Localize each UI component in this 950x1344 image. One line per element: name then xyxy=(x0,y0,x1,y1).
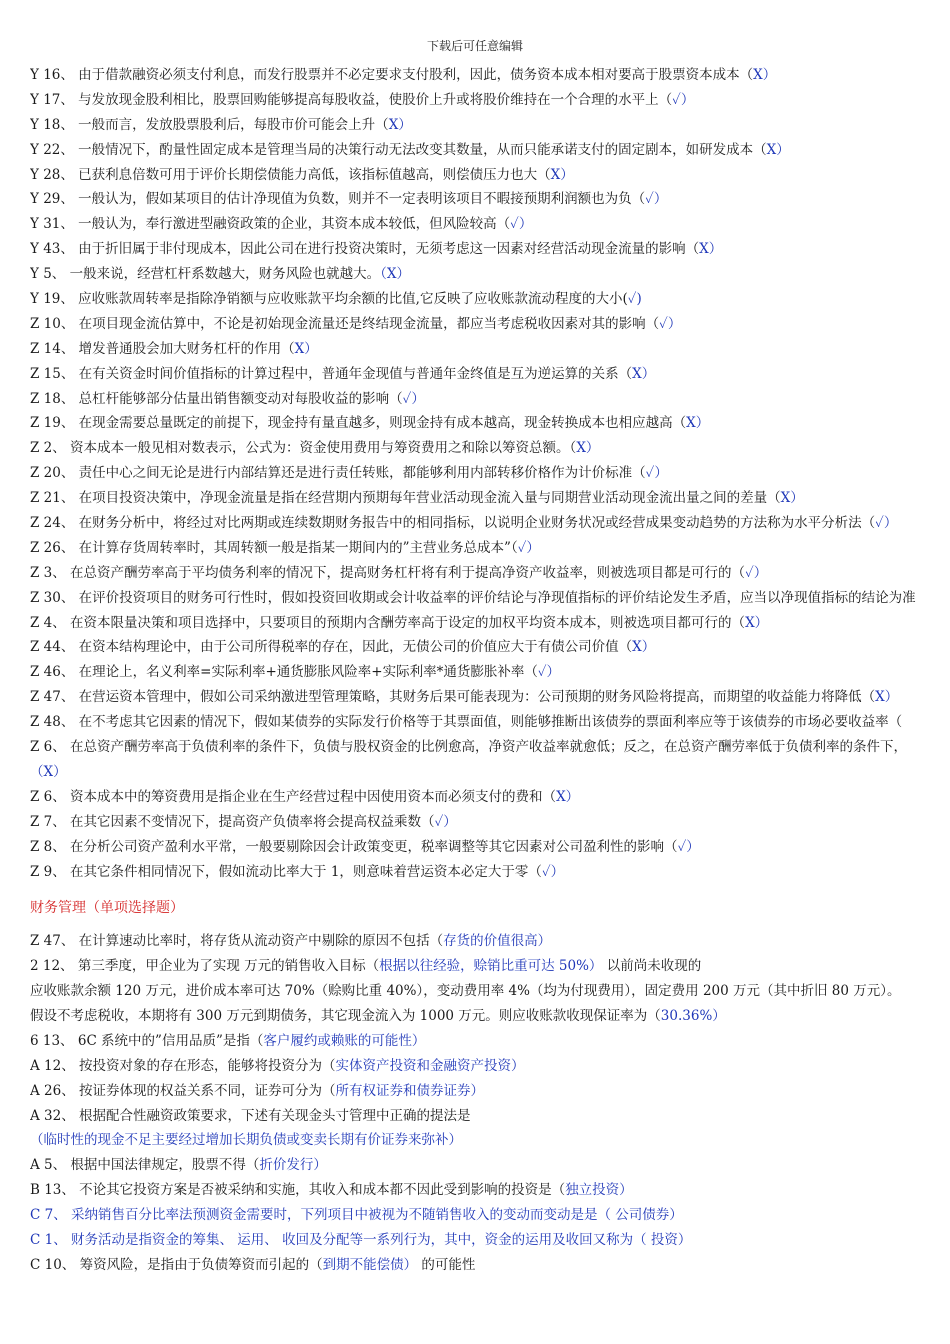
question-text: Z 24、 在财务分析中，将经过对比两期或连续数期财务报告中的相同指标，以说明企业财务状况或经营成果变动趋势的方法称为水平分析法（ xyxy=(30,515,876,532)
question-text: Y 29、 一般认为，假如某项目的估计净现值为负数，则并不一定表明该项目不暇接预期利润额也为负（ xyxy=(30,191,646,208)
answer-text: X） xyxy=(699,241,723,258)
question-text: 应收账款余额 120 万元，进价成本率可达 70%（赊购比重 40%），变动费用率 4%（均为付现费用），固定费用 200 万元（其中折旧 80 万元）。 xyxy=(30,983,901,1000)
answer-text: 根据以往经验，赊销比重可达 50%） xyxy=(379,958,603,975)
question-text: Z 46、 在理论上，名义利率=实际利率+通货膨胀风险率+实际利率*通货膨胀补率（ xyxy=(30,664,538,681)
single-choice-item xyxy=(30,929,950,954)
answer-text: C 7、 采纳销售百分比率法预测资金需要时，下列项目中被视为不随销售收入的变动而变动是是（ 公司债券） xyxy=(30,1207,683,1224)
answer-text: 客户履约或赖账的可能性） xyxy=(263,1032,426,1049)
answer-text: ✓） xyxy=(745,564,768,581)
question-text: Z 10、 在项目现金流估算中，不论是初始现金流量还是终结现金流量，都应当考虑税收因素对其的影响（ xyxy=(30,315,660,332)
true-false-item xyxy=(30,660,950,685)
answer-text: （X） xyxy=(30,763,67,780)
answer-text: C 1、 财务活动是指资金的筹集、 运用、 收回及分配等一系列行为，其中，资金的运用及收回又称为（ 投资） xyxy=(30,1231,692,1248)
question-text: Z 19、 在现金需要总量既定的前提下，现金持有量直越多，则现金持有成本越高，现金转换成本也相应越高（ xyxy=(30,415,687,432)
answer-text: ✓) xyxy=(627,291,642,308)
question-text: A 12、 按投资对象的存在形态，能够将投资分为（ xyxy=(30,1057,336,1074)
question-text: Y 28、 已获利息倍数可用于评价长期偿债能力高低，该指标值越高，则偿债压力也大（ xyxy=(30,166,551,183)
question-text: Y 18、 一般而言，发放股票股利后，每股市价可能会上升（ xyxy=(30,116,389,133)
answer-text: ✓） xyxy=(402,390,425,407)
true-false-item xyxy=(30,163,950,188)
question-text: 6 13、 6C 系统中的”信用品质”是指（ xyxy=(30,1032,264,1049)
answer-text: 折价发行） xyxy=(259,1157,327,1174)
answer-text: X） xyxy=(686,415,710,432)
question-text: Z 6、 资本成本中的筹资费用是指企业在生产经营过程中因使用资本而必须支付的费和（ xyxy=(30,788,557,805)
answer-text: X） xyxy=(745,614,769,631)
question-text: Y 5、 一般来说，经营杠杆系数越大，财务风险也就越大。 xyxy=(30,266,381,283)
true-false-item xyxy=(30,860,950,885)
question-text: 假设不考虑税收，本期将有 300 万元到期债务，其它现金流入为 1000 万元。则应收账款收现保证率为（ xyxy=(30,1007,661,1024)
single-choice-item xyxy=(30,1104,950,1129)
answer-text: X） xyxy=(294,340,318,357)
true-false-item xyxy=(30,785,950,810)
question-text: Z 7、 在其它因素不变情况下，提高资产负债率将会提高权益乘数（ xyxy=(30,813,435,830)
page-header: 下载后可任意编辑 xyxy=(426,39,523,53)
question-text: 2 12、 第三季度，甲企业为了实现 万元的销售收入目标（ xyxy=(30,958,380,975)
question-text: Z 47、 在营运资本管理中，假如公司采纳激进型管理策略，其财务后果可能表现为：公司预期的财务风险将提高，而期望的收益能力将降低（ xyxy=(30,689,876,706)
true-false-item xyxy=(30,262,950,287)
question-text: Z 47、 在计算速动比率时，将存货从流动资产中剔除的原因不包括（ xyxy=(30,933,444,950)
answer-text: 到期不能偿债） xyxy=(322,1256,418,1273)
true-false-item xyxy=(30,810,950,835)
answer-text: ✓） xyxy=(645,191,668,208)
question-text: Y 19、 应收账款周转率是指除净销额与应收账款平均余额的比值,它反映了应收账款流动程度的大小( xyxy=(30,291,628,308)
question-text: Z 21、 在项目投资决策中，净现金流量是指在经营期内预期每年营业活动现金流入量与同期营业活动现金流出量之间的差量（ xyxy=(30,490,781,507)
answer-text: X） xyxy=(388,116,412,133)
answer-text: X） xyxy=(550,166,574,183)
true-false-item xyxy=(30,461,950,486)
answer-text: ✓） xyxy=(672,91,695,108)
question-text: Z 4、 在资本限量决策和项目选择中，只要项目的预期内含酬劳率高于设定的加权平均资本成本，则被选项目都可行的（ xyxy=(30,614,746,631)
true-false-item xyxy=(30,287,950,312)
answer-text: 所有权证券和债券证券） xyxy=(335,1082,485,1099)
answer-text: ✓） xyxy=(517,539,540,556)
true-false-item xyxy=(30,337,950,362)
question-text: B 13、 不论其它投资方案是否被采纳和实施，其收入和成本都不因此受到影响的投资是（ xyxy=(30,1182,566,1199)
true-false-item xyxy=(30,138,950,163)
question-text: Z 6、 在总资产酬劳率高于负债利率的条件下，负债与股权资金的比例愈高，净资产收益率就愈低；反之，在总资产酬劳率低于负债利率的条件下， xyxy=(30,739,908,756)
single-choice-item xyxy=(30,1153,950,1178)
section-title: 财务管理（单项选择题） xyxy=(30,900,184,917)
single-choice-item xyxy=(30,1004,950,1029)
question-tail-text: 的可能性 xyxy=(417,1256,476,1273)
question-text: Y 22、 一般情况下，酌量性固定成本是管理当局的决策行动无法改变其数量，从而只能承诺支付的固定剧本，如研发成本（ xyxy=(30,141,767,158)
answer-text: ✓） xyxy=(537,664,561,681)
true-false-item xyxy=(30,187,950,212)
question-text: Z 9、 在其它条件相同情况下，假如流动比率大于 1，则意味着营运资本必定大于零（ xyxy=(30,863,542,880)
answer-text: ✓） xyxy=(541,863,565,880)
true-false-item xyxy=(30,685,950,710)
question-text: Z 15、 在有关资金时间价值指标的计算过程中，普通年金现值与普通年金终值是互为逆运算的关系（ xyxy=(30,365,633,382)
single-choice-item xyxy=(30,979,950,1004)
question-text: A 26、 按证券体现的权益关系不同，证券可分为（ xyxy=(30,1082,336,1099)
true-false-item xyxy=(30,611,950,636)
true-false-item xyxy=(30,362,950,387)
answer-text: ✓） xyxy=(510,216,533,233)
true-false-item xyxy=(30,212,950,237)
true-false-item xyxy=(30,835,950,860)
true-false-item xyxy=(30,411,950,436)
question-text: Z 14、 增发普通股会加大财务杠杆的作用（ xyxy=(30,340,295,357)
true-false-item xyxy=(30,586,950,611)
true-false-item xyxy=(30,561,950,586)
true-false-item xyxy=(30,237,950,262)
question-text: Z 48、 在不考虑其它因素的情况下，假如某债券的实际发行价格等于其票面值，则能够推断出该债券的票面利率应等于该债券的市场必要收益率（ xyxy=(30,714,903,731)
true-false-item xyxy=(30,436,950,461)
question-text: Z 26、 在计算存货周转率时，其周转额一般是指某一期间内的”主营业务总成本”（ xyxy=(30,539,518,556)
single-choice-item xyxy=(30,1228,950,1253)
answer-text: X） xyxy=(875,689,899,706)
answer-text: （临时性的现金不足主要经过增加长期负债或变卖长期有价证券来弥补） xyxy=(30,1132,462,1149)
answer-text: X） xyxy=(766,141,790,158)
answer-text: ✓） xyxy=(875,515,898,532)
answer-text: ✓） xyxy=(645,465,668,482)
question-text: A 32、 根据配合性融资政策要求，下述有关现金头寸管理中正确的提法是 xyxy=(30,1107,471,1124)
true-false-item xyxy=(30,387,950,412)
answer-text: X） xyxy=(632,365,656,382)
question-text: Y 17、 与发放现金股利相比，股票回购能够提高每股收益，使股价上升或将股价维持在一个合理的水平上（ xyxy=(30,91,673,108)
document-body xyxy=(30,63,950,1278)
question-text: Y 43、 由于折旧属于非付现成本，因此公司在进行投资决策时，无须考虑这一因素对经营活动现金流量的影响（ xyxy=(30,241,700,258)
answer-text: ✓） xyxy=(434,813,457,830)
question-text: A 5、 根据中国法律规定，股票不得（ xyxy=(30,1157,260,1174)
answer-text: 独立投资） xyxy=(565,1182,633,1199)
answer-text: ✓） xyxy=(677,838,700,855)
true-false-question-list xyxy=(30,63,950,884)
question-text: Y 16、 由于借款融资必须支付利息，而发行股票并不必定要求支付股利，因此，债务资本成本相对要高于股票资本成本（ xyxy=(30,67,754,83)
question-text: Z 2、 资本成本一般见相对数表示，公式为：资金使用费用与筹资费用之和除以筹资总额。（ xyxy=(30,440,577,457)
single-choice-item xyxy=(30,1054,950,1079)
true-false-item xyxy=(30,735,950,760)
single-choice-question-list xyxy=(30,929,950,1277)
true-false-item xyxy=(30,312,950,337)
true-false-item xyxy=(30,113,950,138)
answer-text: X） xyxy=(576,440,600,457)
true-false-item xyxy=(30,760,950,785)
question-text: Z 3、 在总资产酬劳率高于平均债务利率的情况下，提高财务杠杆将有利于提高净资产收益率，则被选项目都是可行的（ xyxy=(30,564,746,581)
true-false-item xyxy=(30,486,950,511)
answer-text: X） xyxy=(753,67,777,83)
answer-text: 存货的价值很高） xyxy=(443,933,552,950)
single-choice-item xyxy=(30,1178,950,1203)
single-choice-item xyxy=(30,1079,950,1104)
answer-text: X） xyxy=(780,490,804,507)
question-text: Z 20、 责任中心之间无论是进行内部结算还是进行责任转账，都能够利用内部转移价格作为计价标准（ xyxy=(30,465,646,482)
single-choice-item xyxy=(30,1253,950,1278)
question-text: Z 30、 在评价投资项目的财务可行性时，假如投资回收期或会计收益率的评价结论与净现值指标的评价结论发生矛盾，应当以净现值指标的结论为准 xyxy=(30,589,916,606)
true-false-item xyxy=(30,88,950,113)
answer-text: ✓） xyxy=(659,315,682,332)
answer-text: （X） xyxy=(380,266,410,283)
single-choice-item xyxy=(30,1128,950,1153)
true-false-item xyxy=(30,536,950,561)
question-text: Z 44、 在资本结构理论中，由于公司所得税率的存在，因此，无债公司的价值应大于有债公司价值（ xyxy=(30,639,633,656)
answer-text: X） xyxy=(556,788,580,805)
answer-text: 实体资产投资和金融资产投资） xyxy=(335,1057,525,1074)
true-false-item xyxy=(30,710,950,735)
answer-text: 30.36%） xyxy=(660,1007,726,1024)
single-choice-item xyxy=(30,1203,950,1228)
single-choice-item xyxy=(30,954,950,979)
question-text: Y 31、 一般认为，奉行激进型融资政策的企业，其资本成本较低，但风险较高（ xyxy=(30,216,511,233)
single-choice-item xyxy=(30,1029,950,1054)
true-false-item xyxy=(30,63,950,88)
question-text: Z 8、 在分析公司资产盈利水平常，一般要剔除因会计政策变更，税率调整等其它因素对公司盈利性的影响（ xyxy=(30,838,678,855)
true-false-item xyxy=(30,635,950,660)
question-tail-text: 以前尚未收现的 xyxy=(602,958,702,975)
true-false-item xyxy=(30,511,950,536)
question-text: Z 18、 总杠杆能够部分估量出销售额变动对每股收益的影响（ xyxy=(30,390,403,407)
question-text: C 10、 筹资风险，是指由于负债筹资而引起的（ xyxy=(30,1256,323,1273)
answer-text: X） xyxy=(632,639,656,656)
